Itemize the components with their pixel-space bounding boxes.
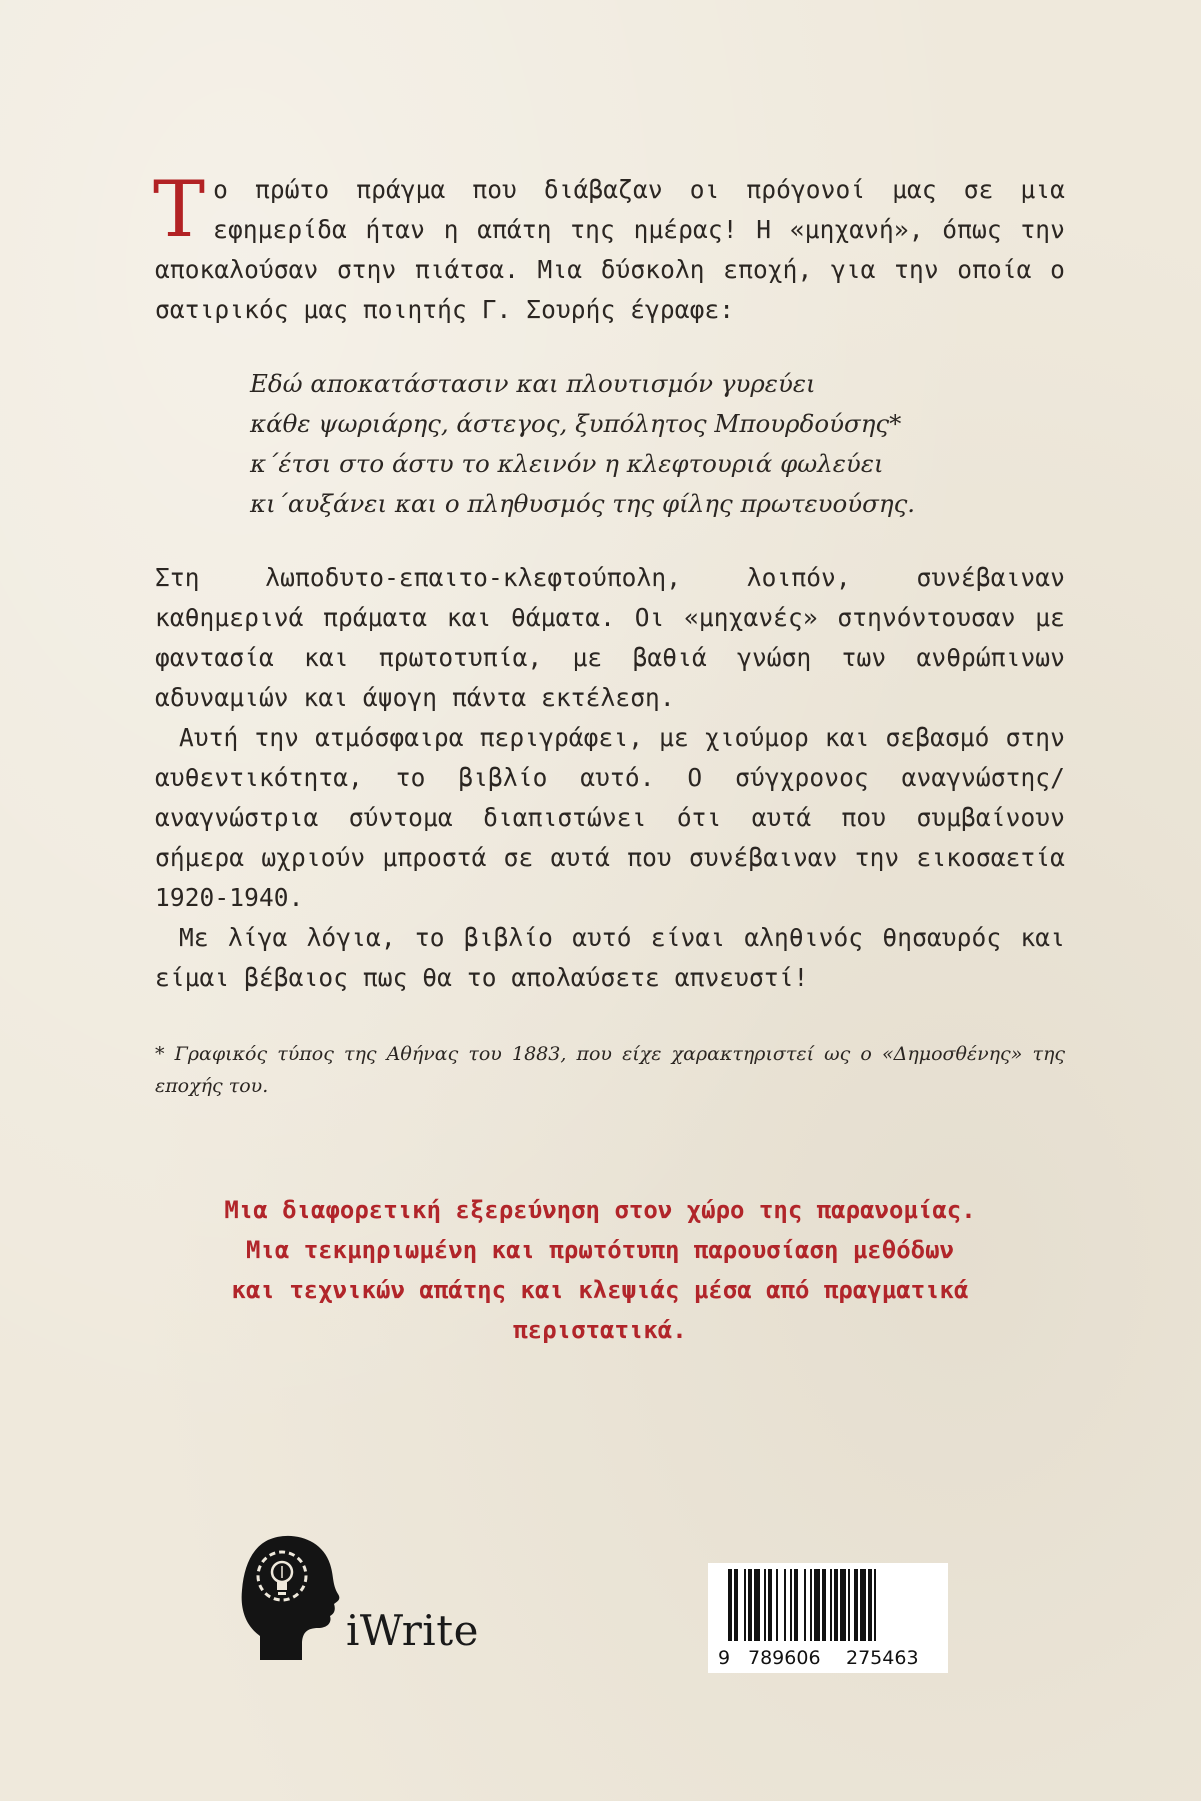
publisher-name: iWrite <box>346 1606 479 1655</box>
tagline-line: Μια τεκμηριωμένη και πρωτότυπη παρουσίαση μεθόδων <box>245 1236 954 1264</box>
barcode-bar <box>822 1569 826 1641</box>
isbn-barcode <box>708 1563 948 1673</box>
tagline-line: Μια διαφορετική εξερεύνηση στον χώρο της παρανομίας. <box>224 1196 976 1224</box>
poem-quote <box>250 364 1010 524</box>
drop-cap: Τ <box>153 165 206 255</box>
barcode-bar <box>840 1569 846 1641</box>
barcode-bar <box>768 1569 772 1641</box>
body-paragraph: Αυτή την ατμόσφαιρα περιγράφει, με χιούμορ και σεβασμό στην αυθεντικότητα, το βιβλίο αυτό. Ο σύγχρονος αναγνώστης/αναγνώστρια σύντομα διαπιστώνει ότι αυτά που συμβαίνουν σήμερα ωχριούν μπροστά σε αυτά που συνέβαιναν την εικοσαετία 1920-1940. <box>155 723 1065 912</box>
barcode-bar <box>734 1569 738 1641</box>
barcode-bar <box>784 1569 786 1641</box>
barcode-bar <box>790 1569 792 1641</box>
isbn-lead-digit: 9 <box>718 1647 731 1669</box>
intro-paragraph <box>153 165 1065 330</box>
barcode-bar <box>874 1569 876 1641</box>
body-paragraph: Στη λωποδυτο-επαιτο-κλεφτούπολη, λοιπόν, συνέβαιναν καθημερινά πράματα και θάματα. Οι «μηχανές» στηνόντουσαν με φαντασία και πρωτοτυπία, με βαθιά γνώση των ανθρώπινων αδυναμιών και άψογη πάντα εκτέλεση. <box>155 563 1065 712</box>
head-lightbulb-icon <box>238 1532 348 1662</box>
publisher-logo <box>238 1532 488 1662</box>
tagline-line: περιστατικά. <box>513 1316 687 1344</box>
barcode-bar <box>776 1569 778 1641</box>
barcode-bar <box>848 1569 850 1641</box>
barcode-bar <box>860 1569 866 1641</box>
isbn-right-group: 275463 <box>846 1647 919 1669</box>
barcode-bar <box>764 1569 766 1641</box>
barcode-bar <box>854 1569 858 1641</box>
barcode-bar <box>814 1569 820 1641</box>
barcode-bar <box>748 1569 752 1641</box>
barcode-bars <box>708 1563 948 1647</box>
isbn-left-group: 789606 <box>748 1647 821 1669</box>
body-paragraph: Με λίγα λόγια, το βιβλίο αυτό είναι αληθινός θησαυρός και είμαι βέβαιος πως θα το απολαύσετε απνευστί! <box>155 923 1065 992</box>
barcode-bar <box>754 1569 760 1641</box>
poem-line: κ΄έτσι στο άστυ το κλεινόν η κλεφτουριά φωλεύει <box>250 449 884 478</box>
barcode-bar <box>728 1569 732 1641</box>
tagline <box>120 1190 1080 1350</box>
intro-text: ο πρώτο πράγμα που διάβαζαν οι πρόγονοί μας σε μια εφημερίδα ήταν η απάτη της ημέρας! Η «μηχανή», όπως την αποκαλούσαν στην πιάτσα. Μια δύσκολη εποχή, για την οποία ο σατιρικός μας ποιητής Γ. Σουρής έγραφε: <box>155 175 1065 324</box>
footnote: * Γραφικός τύπος της Αθήνας του 1883, που είχε χαρακτηριστεί ως ο «Δημοσθένης» της εποχής του. <box>155 1043 1065 1097</box>
barcode-bar <box>810 1569 812 1641</box>
barcode-bar <box>868 1569 872 1641</box>
tagline-line: και τεχνικών απάτης και κλεψιάς μέσα από πραγματικά <box>231 1276 969 1304</box>
barcode-bar <box>834 1569 838 1641</box>
barcode-bar <box>744 1569 746 1641</box>
barcode-bar <box>830 1569 832 1641</box>
poem-line: Εδώ αποκατάστασιν και πλουτισμόν γυρεύει <box>250 369 816 398</box>
poem-line: κάθε ψωριάρης, άστεγος, ξυπόλητος Μπουρδούσης* <box>250 409 902 438</box>
barcode-bar <box>804 1569 806 1641</box>
barcode-bar <box>794 1569 798 1641</box>
poem-line: κι΄αυξάνει και ο πληθυσμός της φίλης πρωτευούσης. <box>250 489 916 518</box>
